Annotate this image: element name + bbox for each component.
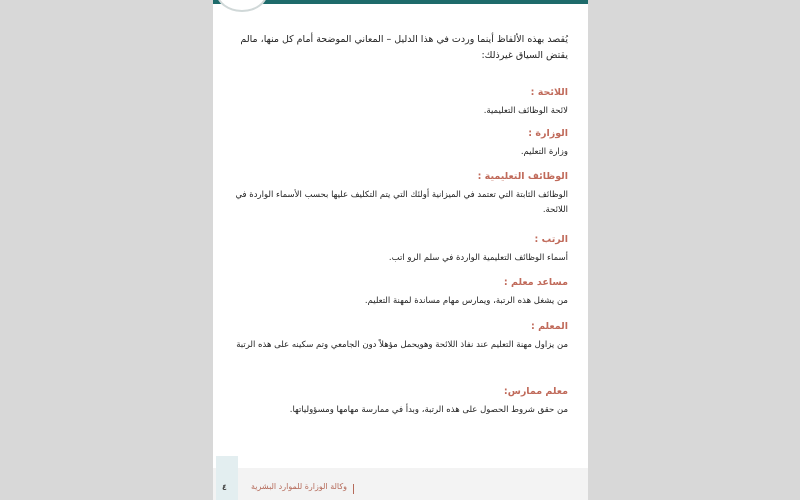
term-definition: الوظائف الثابتة التي تعتمد في الميزانية أولئك التي يتم التكليف عليها بحسب الأسماء الواردة في اللائحة. — [235, 190, 568, 215]
intro-paragraph: يُقصد بهذه الألفاظ أينما وردت في هذا الدليل – المعاني الموضحة أمام كل منها، مالم يقتض السياق غيرذلك: — [240, 34, 568, 61]
page-number: ٤ — [222, 483, 227, 492]
term-definition: من حقق شروط الحصول على هذه الرتبة، وبدأ في ممارسة مهامها ومسؤولياتها. — [289, 405, 568, 415]
term-title: معلم ممارس: — [503, 386, 568, 397]
footer-agency-name: وكالة الوزارة للموارد البشرية — [251, 482, 348, 491]
term-educational-jobs — [228, 170, 568, 218]
term-title: الرتب : — [534, 234, 568, 245]
term-definition: أسماء الوظائف التعليمية الواردة في سلم الرو اتب. — [388, 253, 568, 263]
term-assistant-teacher — [228, 276, 568, 309]
term-ministry — [228, 127, 568, 160]
term-definition: وزارة التعليم. — [520, 147, 568, 157]
term-ranks — [228, 233, 568, 266]
term-regulation — [228, 86, 568, 119]
term-title: الوظائف التعليمية : — [477, 171, 568, 182]
term-practicing-teacher — [228, 385, 568, 418]
term-title: مساعد معلم : — [503, 277, 568, 288]
term-title: اللائحة : — [530, 87, 568, 98]
term-title: المعلم : — [531, 321, 568, 332]
term-definition: من يزاول مهنة التعليم عند نفاذ اللائحة وهويحمل مؤهلاً دون الجامعي وتم سكينه على هذه الرتبة — [236, 340, 568, 350]
footer-page-box — [216, 456, 238, 500]
term-definition: من يشغل هذه الرتبة، ويمارس مهام مساندة لمهنة التعليم. — [364, 296, 568, 306]
page-content — [213, 0, 588, 500]
term-teacher — [228, 320, 568, 353]
term-title: الوزارة : — [528, 128, 568, 139]
footer-divider — [353, 484, 354, 494]
document-page — [213, 0, 588, 500]
term-definition: لائحة الوظائف التعليمية. — [483, 106, 568, 116]
